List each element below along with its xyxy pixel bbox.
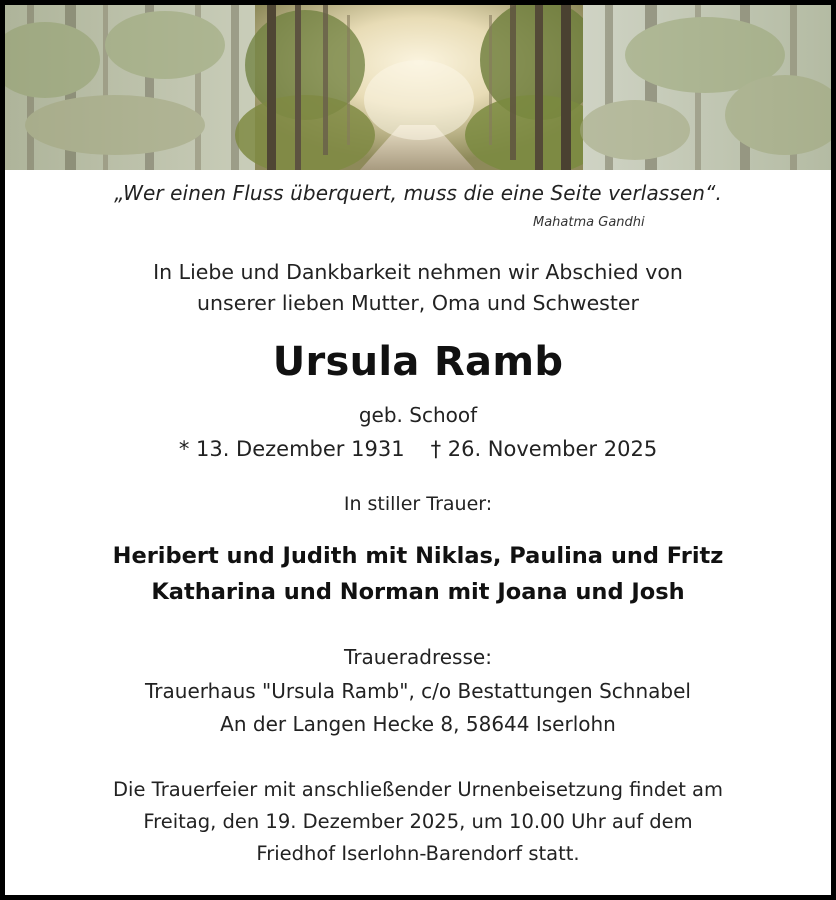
death-date: † 26. November 2025 [430, 437, 658, 461]
address-label: Traueradresse: [344, 645, 492, 669]
birth-date: * 13. Dezember 1931 [178, 437, 405, 461]
family-line-2: Katharina und Norman mit Joana und Josh [151, 579, 685, 605]
ceremony-info [5, 774, 831, 870]
address-line-1: Trauerhaus "Ursula Ramb", c/o Bestattungen Schnabel [145, 679, 691, 703]
quote-text: „Wer einen Fluss überquert, muss die eine Seite verlassen“. [114, 181, 722, 205]
family-names [5, 538, 831, 610]
ceremony-line-1: Die Trauerfeier mit anschließender Urnenbeisetzung findet am [113, 778, 723, 801]
ceremony-line-2: Freitag, den 19. Dezember 2025, um 10.00 Uhr auf dem [143, 810, 693, 833]
mourning-label: In stiller Trauer: [343, 493, 493, 515]
ceremony-line-3: Friedhof Iserlohn-Barendorf statt. [256, 842, 580, 865]
family-line-1: Heribert und Judith mit Niklas, Paulina und Fritz [112, 543, 724, 569]
life-dates [5, 437, 831, 461]
maiden-name: geb. Schoof [358, 403, 478, 427]
intro-line-1: In Liebe und Dankbarkeit nehmen wir Abschied von [153, 260, 683, 284]
forest-path-photo [5, 5, 831, 170]
quote-author: Mahatma Gandhi [533, 215, 645, 230]
address-line-2: An der Langen Hecke 8, 58644 Iserlohn [220, 712, 616, 736]
intro-line-2: unserer lieben Mutter, Oma und Schwester [197, 291, 639, 315]
intro-text [5, 257, 831, 319]
deceased-name: Ursula Ramb [272, 339, 564, 385]
address-block [5, 675, 831, 741]
